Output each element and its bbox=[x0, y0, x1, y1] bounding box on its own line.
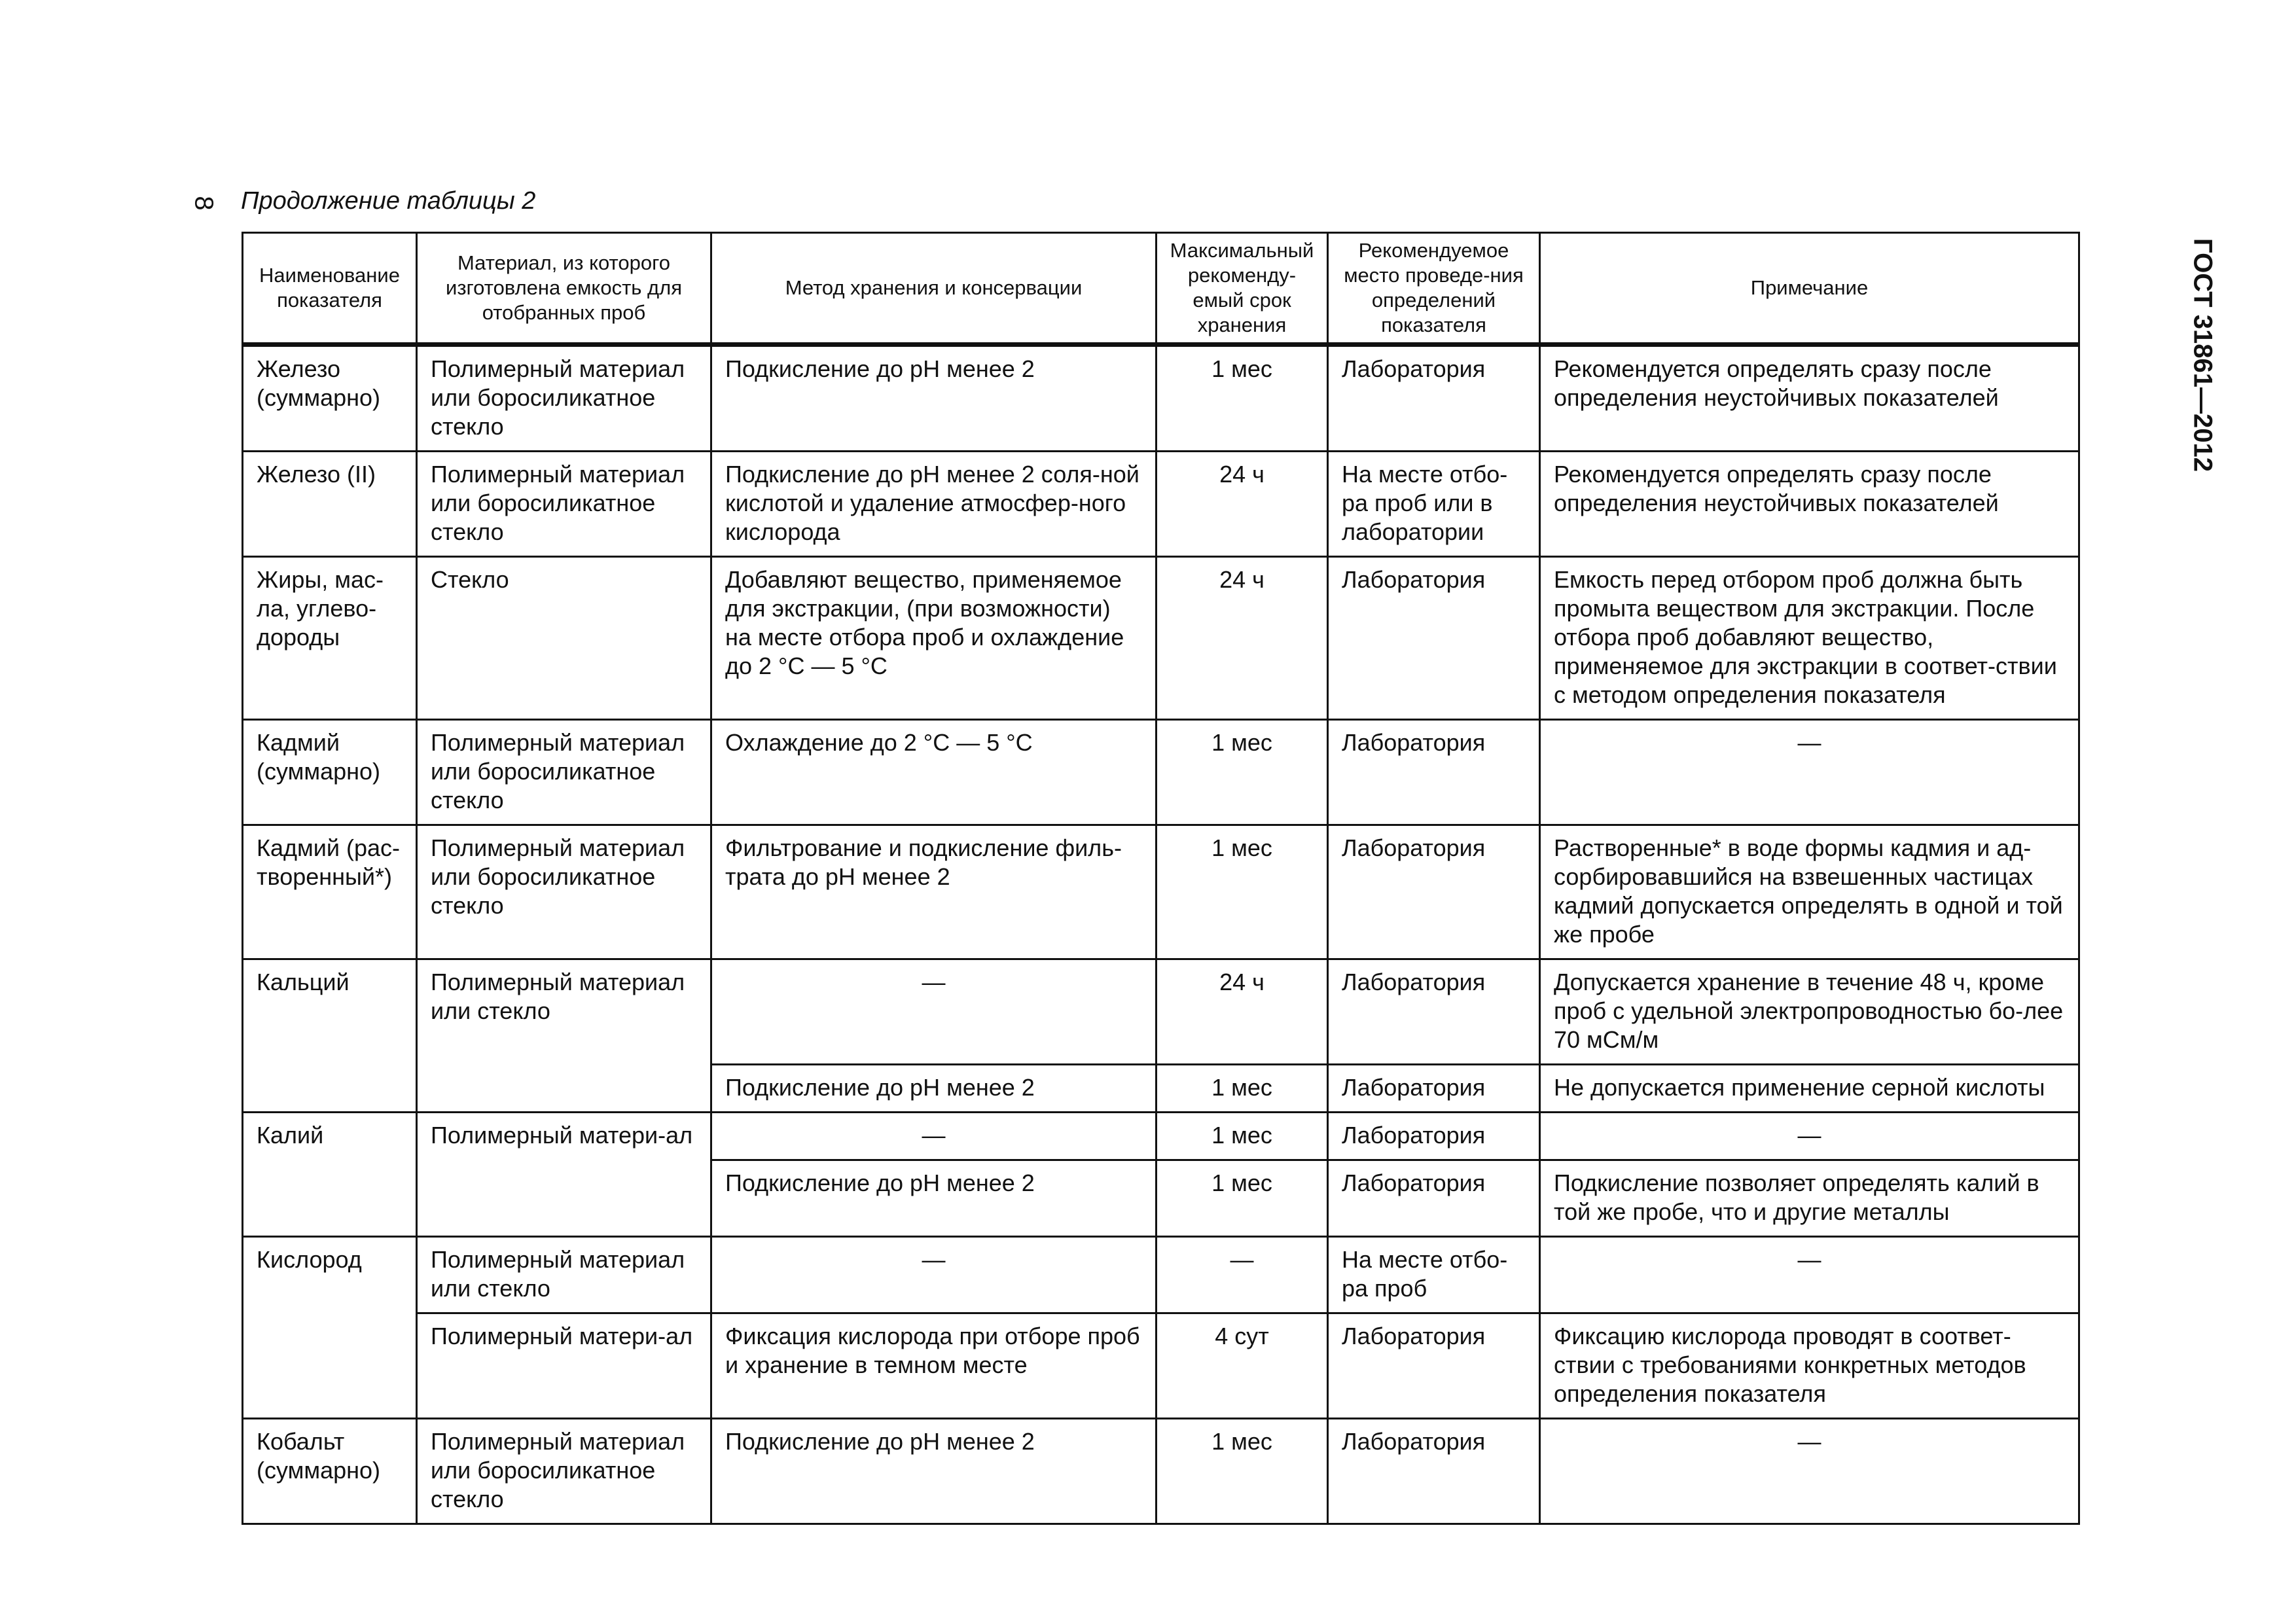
cell-term: 1 мес bbox=[1157, 1419, 1328, 1524]
cell-material: Полимерный материал или боросиликатное стекло bbox=[417, 345, 711, 452]
cell-term: 1 мес bbox=[1157, 825, 1328, 959]
table-row bbox=[243, 557, 2079, 720]
cell-term: 24 ч bbox=[1157, 959, 1328, 1065]
cell-place: Лаборатория bbox=[1328, 1113, 1540, 1160]
cell-indicator: Калий bbox=[243, 1113, 417, 1237]
cell-term: 1 мес bbox=[1157, 1065, 1328, 1113]
cell-indicator: Кобальт (суммарно) bbox=[243, 1419, 417, 1524]
cell-indicator: Кадмий (рас-творенный*) bbox=[243, 825, 417, 959]
cell-term: 24 ч bbox=[1157, 452, 1328, 557]
cell-indicator: Кальций bbox=[243, 959, 417, 1113]
cell-method: Фиксация кислорода при отборе проб и хранение в темном месте bbox=[711, 1313, 1157, 1419]
cell-material: Полимерный материал или боросиликатное стекло bbox=[417, 720, 711, 825]
cell-method: — bbox=[711, 1237, 1157, 1313]
standard-designation: ГОСТ 31861—2012 bbox=[2188, 238, 2217, 472]
header-container-material: Материал, из которого изготовлена емкость для отобранных проб bbox=[417, 233, 711, 345]
header-indicator: Наименование показателя bbox=[243, 233, 417, 345]
table-row bbox=[243, 1419, 2079, 1524]
cell-note: Не допускается применение серной кислоты bbox=[1540, 1065, 2079, 1113]
table-header-row bbox=[243, 233, 2079, 345]
cell-place: Лаборатория bbox=[1328, 1160, 1540, 1237]
cell-method: Подкисление до pH менее 2 bbox=[711, 345, 1157, 452]
cell-material: Полимерный материал или стекло bbox=[417, 1237, 711, 1313]
cell-material: Полимерный матери-ал bbox=[417, 1313, 711, 1419]
cell-indicator: Кадмий (суммарно) bbox=[243, 720, 417, 825]
cell-term: 4 сут bbox=[1157, 1313, 1328, 1419]
table-row bbox=[243, 720, 2079, 825]
table-caption: Продолжение таблицы 2 bbox=[241, 187, 536, 215]
cell-term: 1 мес bbox=[1157, 1113, 1328, 1160]
cell-place: Лаборатория bbox=[1328, 825, 1540, 959]
cell-note: Подкисление позволяет определять калий в той же пробе, что и другие металлы bbox=[1540, 1160, 2079, 1237]
cell-place: Лаборатория bbox=[1328, 1065, 1540, 1113]
cell-indicator: Железо (II) bbox=[243, 452, 417, 557]
cell-material: Полимерный материал или боросиликатное стекло bbox=[417, 452, 711, 557]
storage-conditions-table bbox=[242, 232, 2080, 1525]
page-number: 8 bbox=[189, 196, 219, 211]
cell-material: Полимерный материал или стекло bbox=[417, 959, 711, 1113]
cell-place: Лаборатория bbox=[1328, 557, 1540, 720]
table-row bbox=[243, 1237, 2079, 1313]
cell-method: — bbox=[711, 1113, 1157, 1160]
cell-place: На месте отбо-ра проб bbox=[1328, 1237, 1540, 1313]
cell-note: Допускается хранение в течение 48 ч, кроме проб с удельной электропроводностью бо-лее 70 мСм/м bbox=[1540, 959, 2079, 1065]
table-row bbox=[243, 1313, 2079, 1419]
cell-place: Лаборатория bbox=[1328, 345, 1540, 452]
cell-note: Растворенные* в воде формы кадмия и ад-сорбировавшийся на взвешенных частицах кадмий допускается определять в одной и той же пробе bbox=[1540, 825, 2079, 959]
cell-material: Полимерный матери-ал bbox=[417, 1113, 711, 1237]
cell-place: На месте отбо-ра проб или в лаборатории bbox=[1328, 452, 1540, 557]
cell-term: — bbox=[1157, 1237, 1328, 1313]
cell-indicator: Железо (суммарно) bbox=[243, 345, 417, 452]
cell-note: Емкость перед отбором проб должна быть промыта веществом для экстракции. После отбора проб добавляют вещество, применяемое для экстракции в соответ-ствии с методом определения показателя bbox=[1540, 557, 2079, 720]
cell-method: Подкисление до pH менее 2 соля-ной кислотой и удаление атмосфер-ного кислорода bbox=[711, 452, 1157, 557]
table-row bbox=[243, 825, 2079, 959]
table-row bbox=[243, 1113, 2079, 1160]
cell-note: Рекомендуется определять сразу после определения неустойчивых показателей bbox=[1540, 452, 2079, 557]
table-row bbox=[243, 959, 2079, 1065]
cell-material: Полимерный материал или боросиликатное стекло bbox=[417, 825, 711, 959]
cell-place: Лаборатория bbox=[1328, 1419, 1540, 1524]
cell-term: 1 мес bbox=[1157, 345, 1328, 452]
cell-note: — bbox=[1540, 1237, 2079, 1313]
table-row bbox=[243, 452, 2079, 557]
cell-place: Лаборатория bbox=[1328, 959, 1540, 1065]
cell-note: Рекомендуется определять сразу после определения неустойчивых показателей bbox=[1540, 345, 2079, 452]
cell-note: Фиксацию кислорода проводят в соответ-ствии с требованиями конкретных методов определения показателя bbox=[1540, 1313, 2079, 1419]
cell-term: 1 мес bbox=[1157, 1160, 1328, 1237]
header-storage-method: Метод хранения и консервации bbox=[711, 233, 1157, 345]
cell-material: Полимерный материал или боросиликатное стекло bbox=[417, 1419, 711, 1524]
cell-method: Подкисление до pH менее 2 bbox=[711, 1160, 1157, 1237]
cell-term: 1 мес bbox=[1157, 720, 1328, 825]
cell-term: 24 ч bbox=[1157, 557, 1328, 720]
header-note: Примечание bbox=[1540, 233, 2079, 345]
cell-note: — bbox=[1540, 1419, 2079, 1524]
cell-indicator: Жиры, мас-ла, углево-дороды bbox=[243, 557, 417, 720]
cell-method: Охлаждение до 2 °C — 5 °C bbox=[711, 720, 1157, 825]
cell-note: — bbox=[1540, 720, 2079, 825]
header-max-storage-term: Максимальный рекоменду-емый срок хранения bbox=[1157, 233, 1328, 345]
cell-indicator: Кислород bbox=[243, 1237, 417, 1419]
cell-method: Подкисление до pH менее 2 bbox=[711, 1065, 1157, 1113]
cell-method: Подкисление до pH менее 2 bbox=[711, 1419, 1157, 1524]
table-row bbox=[243, 345, 2079, 452]
cell-place: Лаборатория bbox=[1328, 720, 1540, 825]
cell-place: Лаборатория bbox=[1328, 1313, 1540, 1419]
cell-method: Фильтрование и подкисление филь-трата до pH менее 2 bbox=[711, 825, 1157, 959]
cell-note: — bbox=[1540, 1113, 2079, 1160]
header-analysis-place: Рекомендуемое место проведе-ния определений показателя bbox=[1328, 233, 1540, 345]
cell-material: Стекло bbox=[417, 557, 711, 720]
cell-method: — bbox=[711, 959, 1157, 1065]
cell-method: Добавляют вещество, применяемое для экстракции, (при возможности) на месте отбора проб и охлаждение до 2 °C — 5 °C bbox=[711, 557, 1157, 720]
